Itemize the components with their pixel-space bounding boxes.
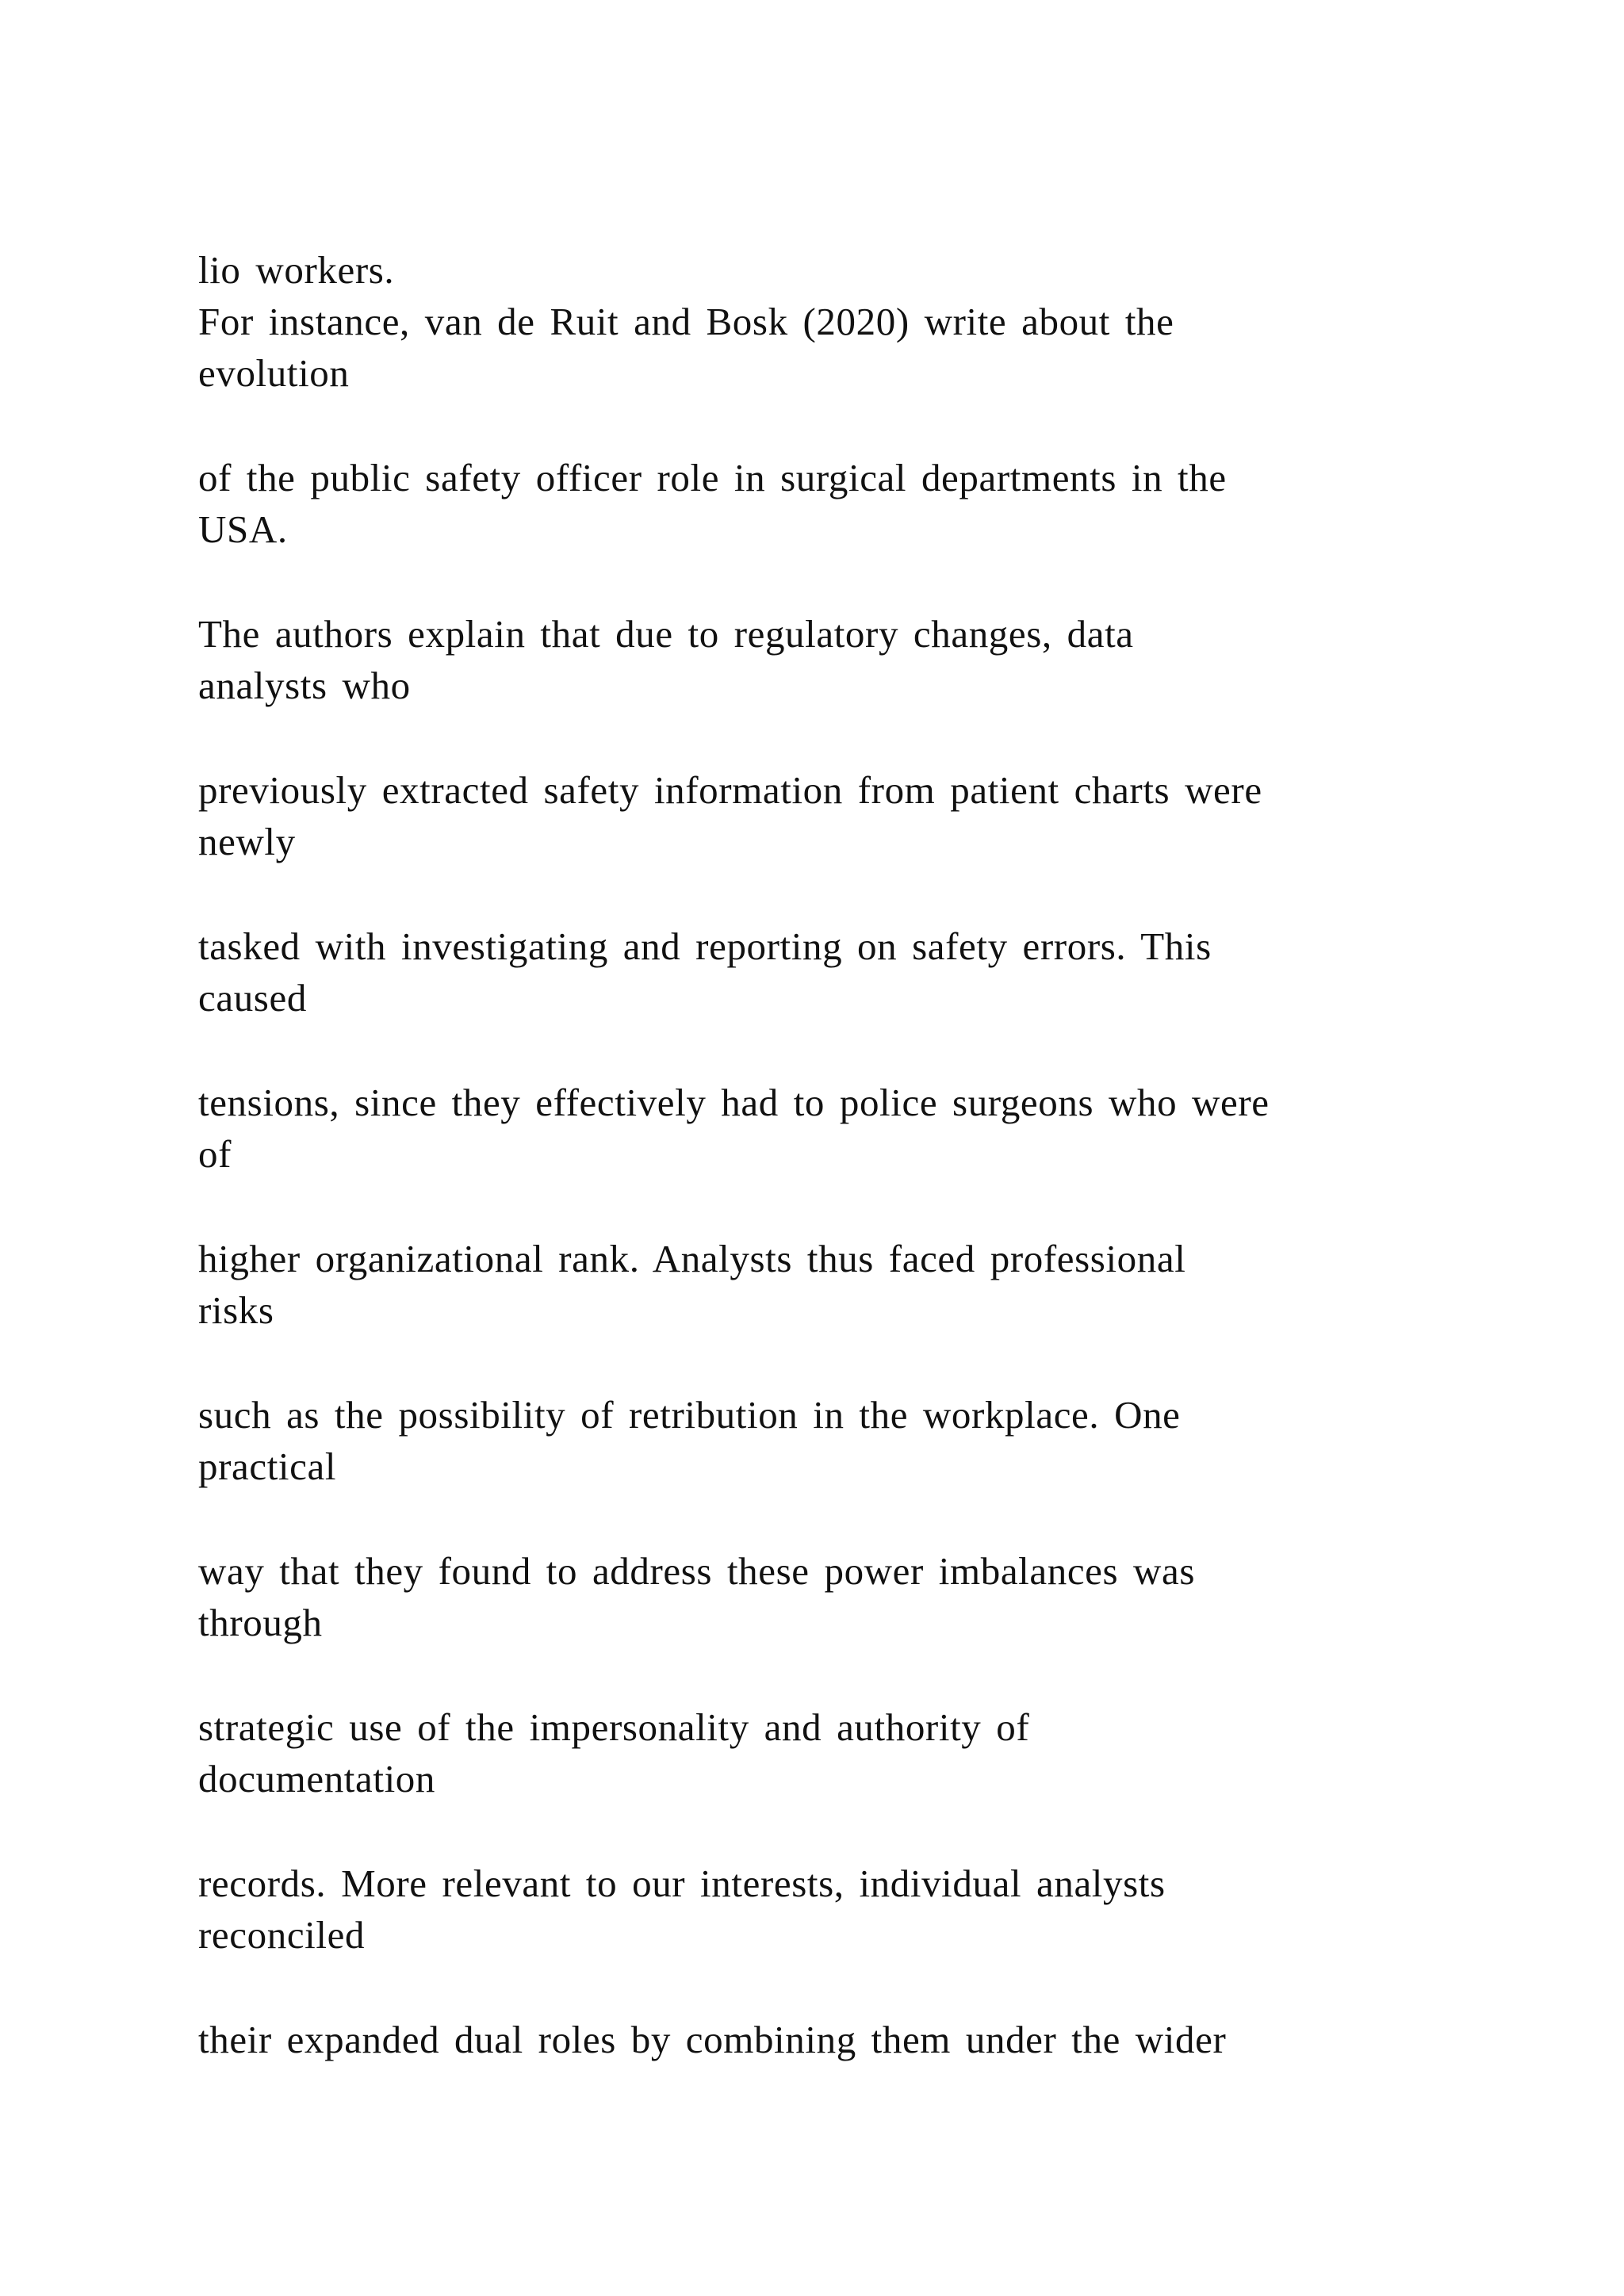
text-line: strategic use of the impersonality and authority of bbox=[198, 1705, 1030, 1749]
text-line: For instance, van de Ruit and Bosk (2020) write about the bbox=[198, 300, 1174, 343]
paragraph-gap bbox=[198, 555, 1546, 608]
text-line: evolution bbox=[198, 351, 350, 395]
paragraph-gap bbox=[198, 399, 1546, 452]
paragraph-gap bbox=[198, 1492, 1546, 1545]
paragraph-gap bbox=[198, 1804, 1546, 1858]
paragraph-gap bbox=[198, 1648, 1546, 1701]
text-line: newly bbox=[198, 820, 296, 863]
text-line: higher organizational rank. Analysts thus faced professional bbox=[198, 1237, 1186, 1280]
text-line: USA. bbox=[198, 507, 288, 551]
paragraph-gap bbox=[198, 1961, 1546, 2014]
text-line: of bbox=[198, 1132, 232, 1176]
text-line: tensions, since they effectively had to police surgeons who were bbox=[198, 1081, 1270, 1124]
paragraph-gap bbox=[198, 1336, 1546, 1389]
text-line: reconciled bbox=[198, 1913, 366, 1957]
text-line: lio workers. bbox=[198, 248, 395, 292]
text-line: of the public safety officer role in surgical departments in the bbox=[198, 456, 1227, 499]
body-text bbox=[198, 244, 1546, 2065]
text-line: such as the possibility of retribution in the workplace. One bbox=[198, 1393, 1181, 1437]
text-line: risks bbox=[198, 1288, 274, 1332]
text-line: through bbox=[198, 1601, 323, 1644]
paragraph-gap bbox=[198, 711, 1546, 764]
text-line: practical bbox=[198, 1445, 337, 1488]
text-line: tasked with investigating and reporting on safety errors. This bbox=[198, 924, 1212, 968]
text-line: The authors explain that due to regulatory changes, data bbox=[198, 612, 1134, 656]
paragraph-gap bbox=[198, 1024, 1546, 1077]
text-line: documentation bbox=[198, 1757, 436, 1800]
text-line: way that they found to address these power imbalances was bbox=[198, 1549, 1196, 1593]
text-line: analysts who bbox=[198, 664, 411, 707]
text-line: their expanded dual roles by combining them under the wider bbox=[198, 2018, 1227, 2061]
text-line: caused bbox=[198, 976, 307, 1020]
paragraph-gap bbox=[198, 867, 1546, 920]
paragraph-gap bbox=[198, 1180, 1546, 1233]
text-line: records. More relevant to our interests, individual analysts bbox=[198, 1862, 1166, 1905]
text-line: previously extracted safety information from patient charts were bbox=[198, 768, 1262, 812]
